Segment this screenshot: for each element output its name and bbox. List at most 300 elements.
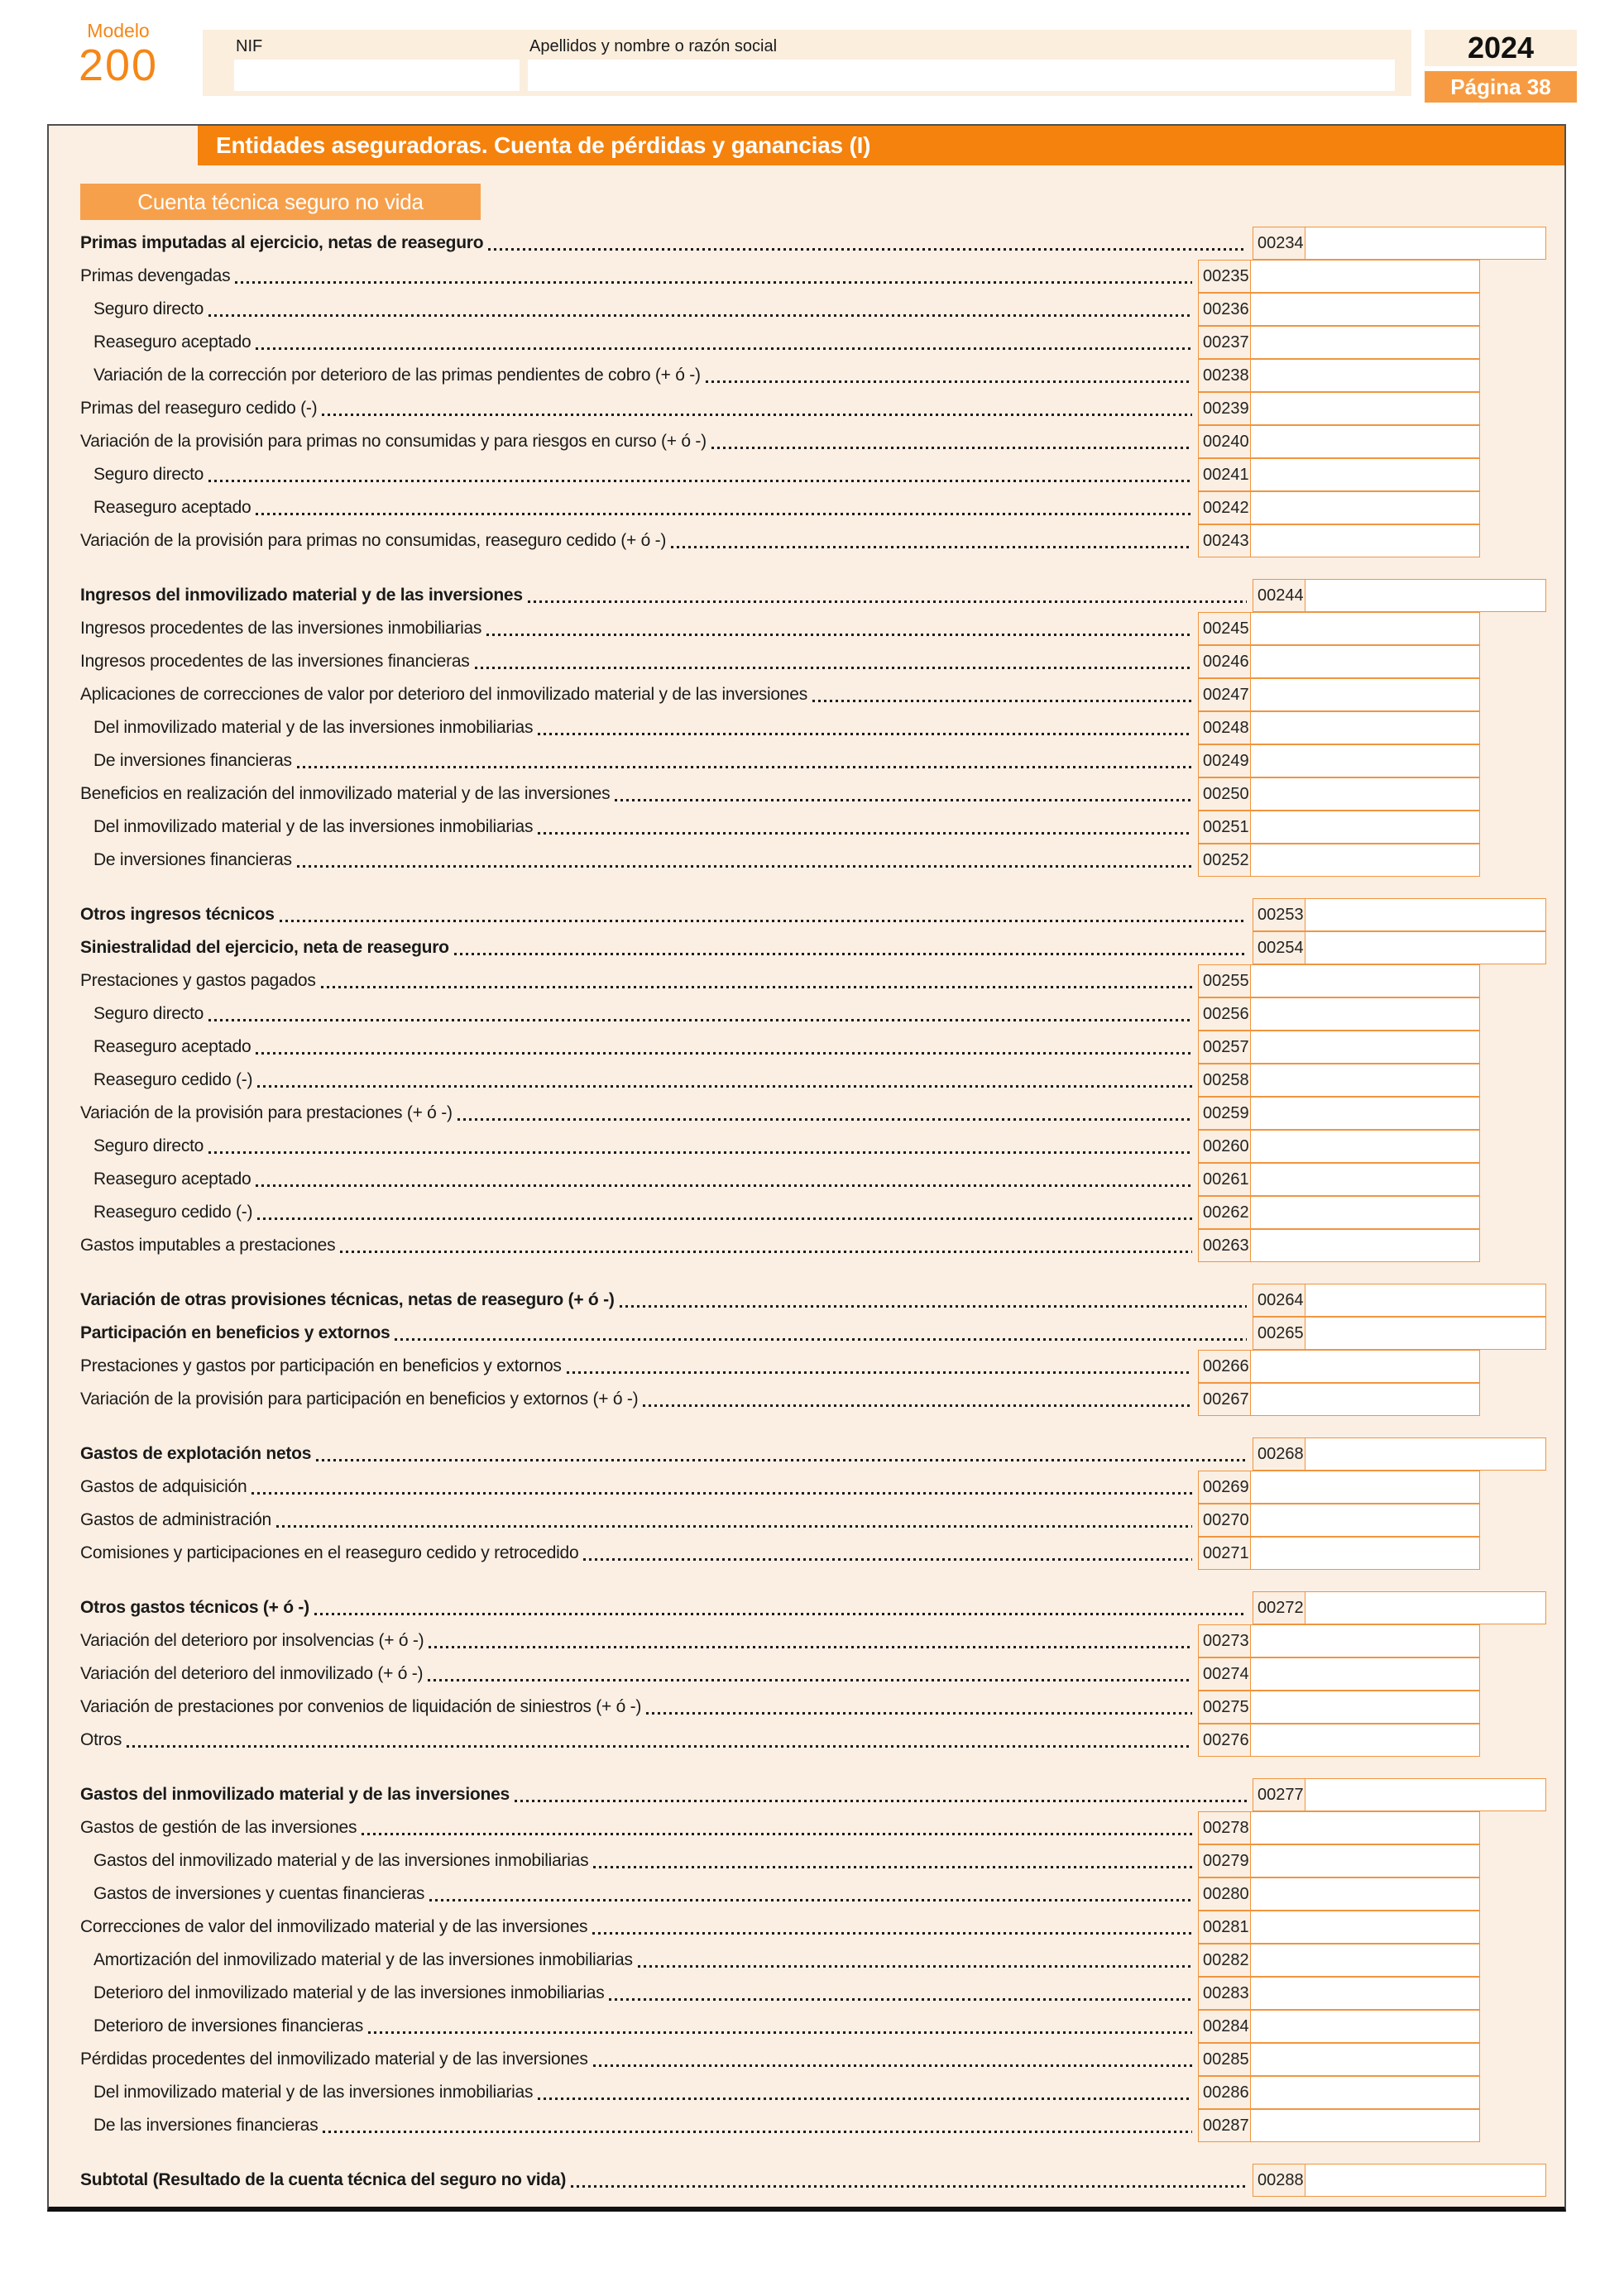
form-row xyxy=(49,711,1564,744)
form-section xyxy=(49,2164,1564,2197)
row-spacer xyxy=(1480,326,1564,359)
dotted-leader xyxy=(457,1118,1192,1121)
form-row xyxy=(49,1844,1564,1877)
row-code: 00246 xyxy=(1198,645,1251,678)
row-value-input[interactable] xyxy=(1305,1284,1546,1317)
row-spacer xyxy=(1480,1196,1564,1229)
row-code: 00250 xyxy=(1198,777,1251,811)
row-spacer xyxy=(1480,2010,1564,2043)
row-value-input[interactable] xyxy=(1251,1691,1480,1724)
row-label: Comisiones y participaciones en el reaseguro cedido y retrocedido xyxy=(80,1543,579,1562)
row-spacer xyxy=(1480,1471,1564,1504)
subsection-badge-text: Cuenta técnica seguro no vida xyxy=(137,189,424,214)
dotted-leader xyxy=(429,1646,1192,1648)
form-row xyxy=(49,524,1564,557)
year-text: 2024 xyxy=(1467,31,1535,65)
row-value-input[interactable] xyxy=(1251,612,1480,645)
form-row xyxy=(49,811,1564,844)
form-row xyxy=(49,997,1564,1031)
row-code: 00254 xyxy=(1253,931,1305,964)
row-value-input[interactable] xyxy=(1251,1471,1480,1504)
row-code: 00251 xyxy=(1198,811,1251,844)
row-spacer xyxy=(1546,579,1564,612)
row-label: Primas devengadas xyxy=(80,266,231,285)
form-row xyxy=(49,844,1564,877)
modelo-label: Modelo xyxy=(87,20,150,41)
dotted-leader xyxy=(592,1932,1192,1935)
form-row xyxy=(49,1031,1564,1064)
row-value-input[interactable] xyxy=(1251,1811,1480,1844)
row-code: 00262 xyxy=(1198,1196,1251,1229)
form-row xyxy=(49,491,1564,524)
row-spacer xyxy=(1480,1350,1564,1383)
dotted-leader xyxy=(643,1404,1192,1407)
form-row xyxy=(49,1724,1564,1757)
dotted-leader xyxy=(583,1558,1192,1561)
row-label: Aplicaciones de correcciones de valor por deterioro del inmovilizado material y de las inversiones xyxy=(80,685,807,704)
row-value-input[interactable] xyxy=(1305,2164,1546,2197)
form-section xyxy=(49,227,1564,557)
form-row xyxy=(49,1657,1564,1691)
row-value-input[interactable] xyxy=(1251,2076,1480,2109)
dotted-leader xyxy=(620,1305,1247,1308)
dotted-leader xyxy=(280,920,1247,922)
subsection-badge xyxy=(80,184,481,220)
dotted-leader xyxy=(208,480,1192,482)
row-value-input[interactable] xyxy=(1251,1504,1480,1537)
row-spacer xyxy=(1480,1064,1564,1097)
dotted-leader xyxy=(235,281,1192,284)
row-spacer xyxy=(1546,1591,1564,1624)
row-spacer xyxy=(1480,458,1564,491)
modelo-block xyxy=(73,20,164,89)
row-code: 00266 xyxy=(1198,1350,1251,1383)
row-label: Variación del deterioro del inmovilizado (+ ó -) xyxy=(80,1664,424,1683)
form-row xyxy=(49,645,1564,678)
dotted-leader xyxy=(429,1899,1192,1901)
form-row xyxy=(49,1130,1564,1163)
row-value-input[interactable] xyxy=(1251,777,1480,811)
row-label: Variación de otras provisiones técnicas, netas de reaseguro (+ ó -) xyxy=(80,1290,615,1309)
form-row xyxy=(49,931,1564,964)
form-row xyxy=(49,227,1564,260)
row-spacer xyxy=(1480,1724,1564,1757)
row-value-input[interactable] xyxy=(1251,326,1480,359)
row-spacer xyxy=(1480,1844,1564,1877)
row-spacer xyxy=(1480,711,1564,744)
row-spacer xyxy=(1480,1944,1564,1977)
row-code: 00271 xyxy=(1198,1537,1251,1570)
row-label: Variación del deterioro por insolvencias (+ ó -) xyxy=(80,1631,424,1650)
row-value-input[interactable] xyxy=(1251,425,1480,458)
row-label: Seguro directo xyxy=(93,1136,204,1155)
row-value-input[interactable] xyxy=(1251,1911,1480,1944)
row-label: De inversiones financieras xyxy=(93,751,292,770)
row-spacer xyxy=(1480,1877,1564,1911)
dotted-leader xyxy=(571,2185,1247,2188)
row-spacer xyxy=(1480,1504,1564,1537)
row-spacer xyxy=(1480,1624,1564,1657)
form-row xyxy=(49,1383,1564,1416)
row-code: 00285 xyxy=(1198,2043,1251,2076)
panel-titlebar xyxy=(49,126,1564,165)
row-value-input[interactable] xyxy=(1251,1229,1480,1262)
row-value-input[interactable] xyxy=(1251,1130,1480,1163)
row-label: Reaseguro aceptado xyxy=(93,1170,252,1189)
row-code: 00239 xyxy=(1198,392,1251,425)
row-label: Amortización del inmovilizado material y de las inversiones inmobiliarias xyxy=(93,1950,633,1969)
dotted-leader xyxy=(297,865,1192,868)
row-label: Reaseguro aceptado xyxy=(93,498,252,517)
row-code: 00282 xyxy=(1198,1944,1251,1977)
row-code: 00270 xyxy=(1198,1504,1251,1537)
row-label: Del inmovilizado material y de las inversiones inmobiliarias xyxy=(93,2083,534,2102)
row-label: Gastos del inmovilizado material y de las inversiones xyxy=(80,1785,510,1804)
year-box xyxy=(1425,30,1577,66)
row-spacer xyxy=(1480,293,1564,326)
row-label: Ingresos procedentes de las inversiones financieras xyxy=(80,652,470,671)
row-spacer xyxy=(1480,744,1564,777)
row-code: 00249 xyxy=(1198,744,1251,777)
dotted-leader xyxy=(711,447,1192,449)
row-code: 00238 xyxy=(1198,359,1251,392)
form-row xyxy=(49,1911,1564,1944)
row-code: 00235 xyxy=(1198,260,1251,293)
dotted-leader xyxy=(314,1613,1247,1615)
dotted-leader xyxy=(257,1085,1192,1088)
form-row xyxy=(49,1437,1564,1471)
row-code: 00269 xyxy=(1198,1471,1251,1504)
row-value-input[interactable] xyxy=(1251,711,1480,744)
row-code: 00265 xyxy=(1253,1317,1305,1350)
dotted-leader xyxy=(486,634,1192,636)
row-spacer xyxy=(1480,964,1564,997)
row-value-input[interactable] xyxy=(1251,1097,1480,1130)
row-label: Prestaciones y gastos por participación en beneficios y extornos xyxy=(80,1356,562,1375)
row-code: 00258 xyxy=(1198,1064,1251,1097)
form-section xyxy=(49,1437,1564,1570)
row-label: Seguro directo xyxy=(93,299,204,318)
row-value-input[interactable] xyxy=(1305,1437,1546,1471)
dotted-leader xyxy=(615,799,1192,801)
name-label: Apellidos y nombre o razón social xyxy=(529,37,778,55)
row-value-input[interactable] xyxy=(1251,1844,1480,1877)
dotted-leader xyxy=(208,314,1192,317)
row-spacer xyxy=(1546,227,1564,260)
row-code: 00287 xyxy=(1198,2109,1251,2142)
row-code: 00260 xyxy=(1198,1130,1251,1163)
nif-input[interactable] xyxy=(234,60,520,91)
dotted-leader xyxy=(528,600,1247,603)
row-label: Primas del reaseguro cedido (-) xyxy=(80,399,318,418)
row-value-input[interactable] xyxy=(1251,1350,1480,1383)
dotted-leader xyxy=(208,1019,1192,1021)
row-value-input[interactable] xyxy=(1251,2109,1480,2142)
row-spacer xyxy=(1480,612,1564,645)
row-label: Beneficios en realización del inmovilizado material y de las inversiones xyxy=(80,784,611,803)
dotted-leader xyxy=(475,667,1192,669)
row-label: Pérdidas procedentes del inmovilizado material y de las inversiones xyxy=(80,2050,588,2069)
dotted-leader xyxy=(256,513,1192,515)
dotted-leader xyxy=(321,986,1192,988)
row-code: 00256 xyxy=(1198,997,1251,1031)
row-label: Siniestralidad del ejercicio, neta de reaseguro xyxy=(80,938,449,957)
form-rows xyxy=(49,227,1564,2197)
form-section xyxy=(49,1778,1564,2142)
row-label: Seguro directo xyxy=(93,1004,204,1023)
row-spacer xyxy=(1480,491,1564,524)
form-section xyxy=(49,898,1564,1262)
row-spacer xyxy=(1480,392,1564,425)
form-row xyxy=(49,777,1564,811)
row-code: 00248 xyxy=(1198,711,1251,744)
row-code: 00286 xyxy=(1198,2076,1251,2109)
dotted-leader xyxy=(256,1052,1192,1055)
row-value-input[interactable] xyxy=(1251,678,1480,711)
form-row xyxy=(49,1196,1564,1229)
row-code: 00280 xyxy=(1198,1877,1251,1911)
titlebar-lead-spacer xyxy=(49,126,198,165)
row-code: 00268 xyxy=(1253,1437,1305,1471)
row-code: 00283 xyxy=(1198,1977,1251,2010)
row-label: Gastos imputables a prestaciones xyxy=(80,1236,336,1255)
row-value-input[interactable] xyxy=(1251,811,1480,844)
form-row xyxy=(49,1624,1564,1657)
form-row xyxy=(49,1537,1564,1570)
row-spacer xyxy=(1480,260,1564,293)
row-spacer xyxy=(1480,2109,1564,2142)
row-label: Reaseguro cedido (-) xyxy=(93,1070,253,1089)
row-spacer xyxy=(1480,1130,1564,1163)
row-value-input[interactable] xyxy=(1251,293,1480,326)
row-label: Gastos de inversiones y cuentas financieras xyxy=(93,1884,425,1903)
row-spacer xyxy=(1480,1811,1564,1844)
row-value-input[interactable] xyxy=(1251,997,1480,1031)
row-spacer xyxy=(1546,2164,1564,2197)
row-value-input[interactable] xyxy=(1305,1778,1546,1811)
row-code: 00237 xyxy=(1198,326,1251,359)
dotted-leader xyxy=(297,766,1192,768)
row-spacer xyxy=(1546,1317,1564,1350)
row-value-input[interactable] xyxy=(1305,227,1546,260)
form-row xyxy=(49,1097,1564,1130)
row-value-input[interactable] xyxy=(1251,2010,1480,2043)
form-row xyxy=(49,1350,1564,1383)
row-spacer xyxy=(1546,898,1564,931)
dotted-leader xyxy=(256,347,1192,350)
page-number-badge xyxy=(1425,71,1577,103)
row-label: Correcciones de valor del inmovilizado material y de las inversiones xyxy=(80,1917,588,1936)
row-label: Variación de prestaciones por convenios de liquidación de siniestros (+ ó -) xyxy=(80,1697,642,1716)
row-value-input[interactable] xyxy=(1251,1977,1480,2010)
row-spacer xyxy=(1480,1229,1564,1262)
row-code: 00243 xyxy=(1198,524,1251,557)
row-value-input[interactable] xyxy=(1251,524,1480,557)
row-code: 00273 xyxy=(1198,1624,1251,1657)
dotted-leader xyxy=(368,2031,1192,2034)
form-row xyxy=(49,2076,1564,2109)
row-label: De las inversiones financieras xyxy=(93,2116,319,2135)
row-code: 00236 xyxy=(1198,293,1251,326)
form-row xyxy=(49,2010,1564,2043)
form-row xyxy=(49,458,1564,491)
row-value-input[interactable] xyxy=(1251,1064,1480,1097)
row-label: Ingresos procedentes de las inversiones inmobiliarias xyxy=(80,619,482,638)
row-label: Seguro directo xyxy=(93,465,204,484)
dotted-leader xyxy=(322,414,1192,416)
dotted-leader xyxy=(362,1833,1192,1835)
row-value-input[interactable] xyxy=(1251,844,1480,877)
row-spacer xyxy=(1480,2076,1564,2109)
row-spacer xyxy=(1480,1097,1564,1130)
dotted-leader xyxy=(316,1459,1247,1461)
row-value-input[interactable] xyxy=(1251,1537,1480,1570)
row-value-input[interactable] xyxy=(1251,645,1480,678)
row-value-input[interactable] xyxy=(1251,1724,1480,1757)
row-code: 00288 xyxy=(1253,2164,1305,2197)
row-code: 00244 xyxy=(1253,579,1305,612)
form-row xyxy=(49,1229,1564,1262)
row-label: Subtotal (Resultado de la cuenta técnica del seguro no vida) xyxy=(80,2170,567,2189)
row-label: Gastos del inmovilizado material y de las inversiones inmobiliarias xyxy=(93,1851,589,1870)
nif-label: NIF xyxy=(236,37,263,55)
dotted-leader xyxy=(252,1492,1192,1495)
dotted-leader xyxy=(515,1800,1247,1802)
row-spacer xyxy=(1480,1031,1564,1064)
row-value-input[interactable] xyxy=(1251,359,1480,392)
row-value-input[interactable] xyxy=(1251,458,1480,491)
row-spacer xyxy=(1546,931,1564,964)
row-value-input[interactable] xyxy=(1251,1196,1480,1229)
dotted-leader xyxy=(706,380,1192,383)
form-row xyxy=(49,964,1564,997)
row-code: 00240 xyxy=(1198,425,1251,458)
row-code: 00284 xyxy=(1198,2010,1251,2043)
form-row xyxy=(49,1977,1564,2010)
row-value-input[interactable] xyxy=(1251,1877,1480,1911)
row-value-input[interactable] xyxy=(1251,392,1480,425)
row-spacer xyxy=(1480,645,1564,678)
row-spacer xyxy=(1480,1691,1564,1724)
form-row xyxy=(49,1811,1564,1844)
dotted-leader xyxy=(208,1151,1192,1154)
row-code: 00281 xyxy=(1198,1911,1251,1944)
dotted-leader xyxy=(609,1998,1192,2001)
dotted-leader xyxy=(567,1371,1192,1374)
form-row xyxy=(49,293,1564,326)
form-row xyxy=(49,425,1564,458)
row-value-input[interactable] xyxy=(1251,1163,1480,1196)
row-spacer xyxy=(1480,1537,1564,1570)
row-value-input[interactable] xyxy=(1305,931,1546,964)
row-label: De inversiones financieras xyxy=(93,850,292,869)
row-value-input[interactable] xyxy=(1305,898,1546,931)
dotted-leader xyxy=(812,700,1192,702)
panel-title: Entidades aseguradoras. Cuenta de pérdidas y ganancias (I) xyxy=(216,132,871,158)
dotted-leader xyxy=(340,1251,1192,1253)
dotted-leader xyxy=(638,1965,1192,1968)
form-row xyxy=(49,1163,1564,1196)
row-label: Otros xyxy=(80,1730,122,1749)
dotted-leader xyxy=(454,953,1247,955)
dotted-leader xyxy=(127,1745,1192,1748)
dotted-leader xyxy=(488,248,1247,251)
row-label: Gastos de administración xyxy=(80,1510,271,1529)
row-code: 00241 xyxy=(1198,458,1251,491)
dotted-leader xyxy=(256,1184,1192,1187)
row-spacer xyxy=(1480,2043,1564,2076)
row-label: Otros ingresos técnicos xyxy=(80,905,275,924)
row-label: Primas imputadas al ejercicio, netas de reaseguro xyxy=(80,233,484,252)
row-code: 00242 xyxy=(1198,491,1251,524)
form-row xyxy=(49,678,1564,711)
form-panel xyxy=(47,124,1566,2212)
form-row xyxy=(49,2109,1564,2142)
modelo-number: 200 xyxy=(78,41,159,90)
row-label: Gastos de gestión de las inversiones xyxy=(80,1818,357,1837)
row-spacer xyxy=(1546,1437,1564,1471)
row-spacer xyxy=(1546,1778,1564,1811)
dotted-leader xyxy=(538,733,1192,735)
dotted-leader xyxy=(257,1217,1192,1220)
row-spacer xyxy=(1480,844,1564,877)
form-row xyxy=(49,1691,1564,1724)
dotted-leader xyxy=(538,832,1192,835)
row-label: Del inmovilizado material y de las inversiones inmobiliarias xyxy=(93,817,534,836)
row-value-input[interactable] xyxy=(1251,260,1480,293)
row-code: 00252 xyxy=(1198,844,1251,877)
row-code: 00234 xyxy=(1253,227,1305,260)
row-value-input[interactable] xyxy=(1305,1591,1546,1624)
dotted-leader xyxy=(428,1679,1192,1681)
form-row xyxy=(49,1317,1564,1350)
row-label: Reaseguro aceptado xyxy=(93,332,252,352)
row-spacer xyxy=(1480,1977,1564,2010)
row-value-input[interactable] xyxy=(1251,1383,1480,1416)
row-spacer xyxy=(1480,1911,1564,1944)
form-row xyxy=(49,1778,1564,1811)
row-value-input[interactable] xyxy=(1251,1624,1480,1657)
row-value-input[interactable] xyxy=(1251,1031,1480,1064)
dotted-leader xyxy=(646,1712,1192,1715)
row-value-input[interactable] xyxy=(1251,744,1480,777)
row-label: Reaseguro cedido (-) xyxy=(93,1203,253,1222)
form-section xyxy=(49,1591,1564,1757)
form-row xyxy=(49,1877,1564,1911)
form-row xyxy=(49,1064,1564,1097)
row-value-input[interactable] xyxy=(1251,2043,1480,2076)
row-spacer xyxy=(1480,1657,1564,1691)
row-code: 00272 xyxy=(1253,1591,1305,1624)
row-spacer xyxy=(1480,777,1564,811)
page-number-text: Página 38 xyxy=(1450,74,1551,99)
row-spacer xyxy=(1480,524,1564,557)
form-row xyxy=(49,326,1564,359)
row-value-input[interactable] xyxy=(1251,1944,1480,1977)
row-code: 00275 xyxy=(1198,1691,1251,1724)
form-row xyxy=(49,1471,1564,1504)
row-code: 00255 xyxy=(1198,964,1251,997)
form-row xyxy=(49,359,1564,392)
row-value-input[interactable] xyxy=(1251,491,1480,524)
row-value-input[interactable] xyxy=(1251,1657,1480,1691)
row-value-input[interactable] xyxy=(1305,579,1546,612)
row-value-input[interactable] xyxy=(1251,964,1480,997)
name-input[interactable] xyxy=(528,60,1395,91)
row-spacer xyxy=(1480,425,1564,458)
row-value-input[interactable] xyxy=(1305,1317,1546,1350)
row-code: 00279 xyxy=(1198,1844,1251,1877)
